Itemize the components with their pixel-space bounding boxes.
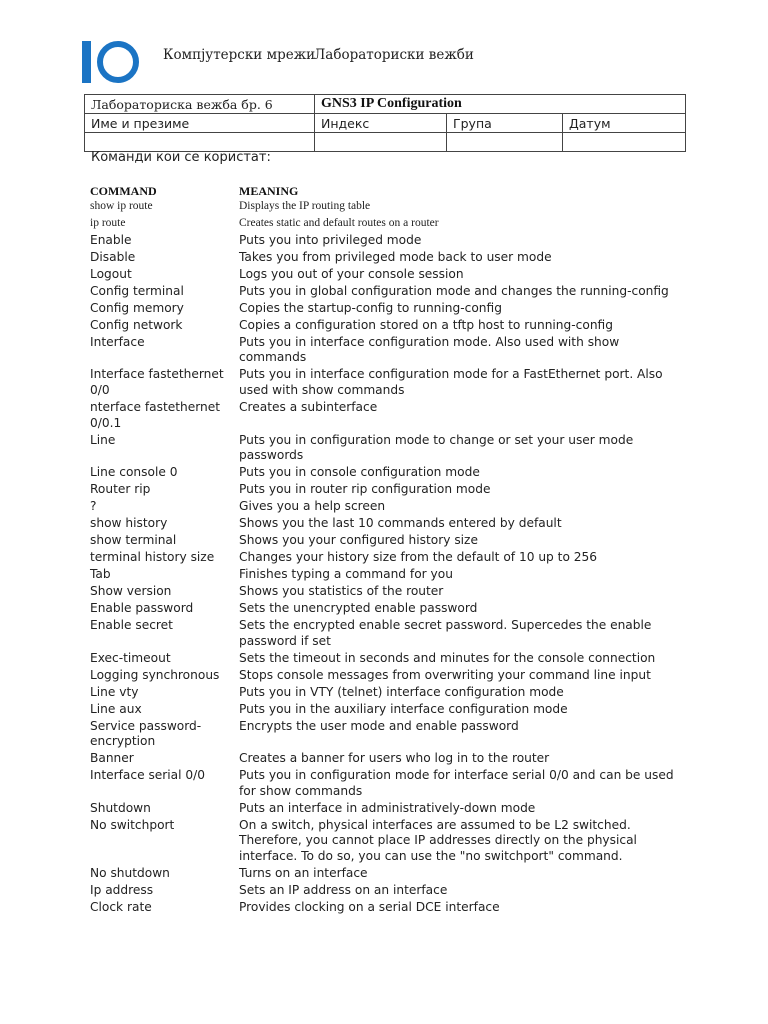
command-name: Ip address (90, 882, 154, 897)
command-meaning: Puts you in global configuration mode and changes the running-config (239, 283, 669, 298)
name-label: Име и презиме (85, 114, 315, 133)
command-meaning: Shows you your configured history size (239, 533, 478, 548)
command-row (90, 567, 690, 583)
command-row (90, 719, 690, 750)
command-table (90, 181, 690, 917)
command-row (90, 250, 690, 266)
command-column-header: COMMAND (90, 184, 157, 198)
command-row (90, 883, 690, 899)
command-row (90, 335, 690, 366)
command-row (90, 801, 690, 817)
command-meaning: Puts you in the auxiliary interface configuration mode (239, 701, 568, 716)
command-name: Banner (90, 751, 134, 766)
command-name: Interface fastethernet 0/0 (90, 367, 224, 398)
command-row (90, 768, 690, 799)
intro-text: Команди кои се користат: (91, 150, 271, 165)
command-name: Clock rate (90, 899, 152, 914)
command-name: Interface (90, 334, 145, 349)
command-row (90, 433, 690, 464)
command-name: nterface fastethernet 0/0.1 (90, 400, 221, 430)
lab-info-row (85, 95, 686, 114)
command-name: Config terminal (90, 283, 184, 298)
command-name: show terminal (90, 533, 177, 548)
command-row (90, 482, 690, 498)
command-row (90, 284, 690, 300)
command-row (90, 651, 690, 667)
lab-info-table (84, 94, 686, 152)
command-meaning: Puts you in VTY (telnet) interface configuration mode (239, 684, 564, 699)
command-name: Logout (90, 266, 132, 281)
command-row (90, 702, 690, 718)
command-row (90, 550, 690, 566)
command-name: Exec-timeout (90, 650, 171, 665)
date-label: Датум (563, 114, 686, 133)
command-meaning: Creates a banner for users who log in to the router (239, 751, 550, 766)
command-meaning: Changes your history size from the default of 10 up to 256 (239, 550, 598, 565)
command-row (90, 367, 690, 398)
command-row (90, 584, 690, 600)
command-name: Line console 0 (90, 465, 178, 480)
institution-logo (82, 40, 138, 84)
command-row (90, 618, 690, 649)
command-row (90, 533, 690, 549)
name-value (85, 133, 315, 152)
command-name: Enable (90, 232, 132, 247)
command-name: Enable password (90, 601, 194, 616)
command-meaning: Stops console messages from overwriting your command line input (239, 667, 651, 682)
command-meaning: Copies the startup-config to running-config (239, 300, 502, 315)
command-meaning: Puts you into privileged mode (239, 232, 422, 247)
command-name: Interface serial 0/0 (90, 768, 206, 783)
lab-title: GNS3 IP Configuration (315, 95, 686, 114)
command-row (90, 866, 690, 882)
command-row (90, 900, 690, 916)
lab-heading: Лабораториски вежби (314, 47, 474, 63)
command-meaning: Encrypts the user mode and enable password (239, 718, 519, 733)
command-meaning: Sets the encrypted enable secret password. Supercedes the enable password if set (239, 618, 652, 648)
command-table-header (90, 181, 690, 199)
command-name: No switchport (90, 817, 175, 832)
lab-number: Лабораториска вежба бр. 6 (85, 95, 315, 114)
student-labels-row (85, 114, 686, 133)
command-meaning: Puts you in interface configuration mode for a FastEthernet port. Also used with show commands (239, 367, 663, 398)
command-meaning: Provides clocking on a serial DCE interface (239, 899, 500, 914)
command-meaning: Sets the timeout in seconds and minutes for the console connection (239, 650, 656, 665)
command-name: Tab (90, 567, 111, 582)
command-meaning: Displays the IP routing table (239, 200, 371, 212)
command-row (90, 216, 690, 232)
command-row (90, 233, 690, 249)
command-row (90, 601, 690, 617)
logo-ring (97, 41, 139, 83)
command-name: ip route (90, 216, 126, 229)
logo-bar (82, 41, 91, 83)
command-name: Line vty (90, 684, 139, 699)
command-name: Router rip (90, 482, 151, 497)
command-row (90, 499, 690, 515)
command-meaning: Shows you the last 10 commands entered by default (239, 516, 562, 531)
command-meaning: Creates a subinterface (239, 400, 378, 415)
command-row (90, 685, 690, 701)
command-name: Shutdown (90, 800, 151, 815)
command-name: show ip route (90, 200, 153, 212)
command-meaning: Puts you in console configuration mode (239, 465, 480, 480)
date-value (563, 133, 686, 152)
index-label: Индекс (315, 114, 447, 133)
command-row (90, 301, 690, 317)
command-name: Logging synchronous (90, 667, 220, 682)
command-name: terminal history size (90, 550, 215, 565)
command-meaning: Finishes typing a command for you (239, 567, 453, 582)
command-name: Show version (90, 584, 172, 599)
meaning-column-header: MEANING (239, 184, 299, 198)
command-meaning: Puts you in router rip configuration mode (239, 482, 491, 497)
course-name: Компјутерски мрежи (163, 47, 316, 63)
command-meaning: Shows you statistics of the router (239, 584, 444, 599)
command-meaning: Creates static and default routes on a router (239, 216, 439, 229)
command-meaning: Puts you in interface configuration mode. Also used with show commands (239, 334, 620, 365)
command-meaning: Puts you in configuration mode to change or set your user mode passwords (239, 432, 634, 463)
command-name: Config memory (90, 300, 184, 315)
index-value (315, 133, 447, 152)
command-row (90, 668, 690, 684)
command-meaning: Copies a configuration stored on a tftp host to running-config (239, 317, 613, 332)
command-name: Enable secret (90, 618, 173, 633)
command-row (90, 818, 690, 865)
command-meaning: Gives you a help screen (239, 499, 386, 514)
command-row (90, 400, 690, 431)
command-name: Config network (90, 317, 183, 332)
command-meaning: Sets an IP address on an interface (239, 882, 448, 897)
command-meaning: Takes you from privileged mode back to user mode (239, 249, 552, 264)
command-meaning: Puts an interface in administratively-down mode (239, 800, 536, 815)
command-row (90, 267, 690, 283)
command-name: Line aux (90, 701, 142, 716)
command-name: No shutdown (90, 865, 170, 880)
command-row (90, 199, 690, 215)
command-meaning: Sets the unencrypted enable password (239, 601, 478, 616)
command-row (90, 751, 690, 767)
group-value (447, 133, 563, 152)
command-row (90, 465, 690, 481)
group-label: Група (447, 114, 563, 133)
command-name: Line (90, 432, 116, 447)
command-meaning: Logs you out of your console session (239, 266, 464, 281)
command-row (90, 516, 690, 532)
student-values-row (85, 133, 686, 152)
command-meaning: Turns on an interface (239, 865, 368, 880)
command-meaning: On a switch, physical interfaces are assumed to be L2 switched. Therefore, you cannot place IP addresses directly on the physical interface. To do so, you can use the "no switchport" command. (239, 817, 637, 863)
command-row (90, 318, 690, 334)
command-name: show history (90, 516, 168, 531)
command-name: ? (90, 499, 97, 514)
command-name: Disable (90, 249, 136, 264)
command-name: Service password-encryption (90, 718, 202, 749)
command-meaning: Puts you in configuration mode for interface serial 0/0 and can be used for show commands (239, 768, 674, 798)
